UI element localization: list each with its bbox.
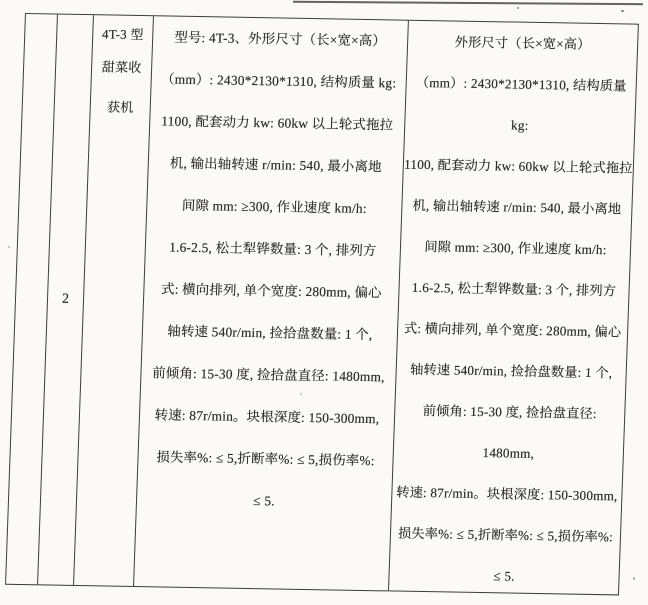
scan-speck xyxy=(8,246,10,248)
text-line: ≤ 5. xyxy=(253,493,276,509)
text-line: 1.6-2.5, 松土犁铧数量: 3 个, 排列方 xyxy=(168,239,377,259)
text-line: 1100, 配套动力 kw: 60kw 以上轮式拖拉 xyxy=(403,156,633,176)
text-line: 1.6-2.5, 松土犁铧数量: 3 个, 排列方 xyxy=(411,279,617,299)
text-line: 转速: 87r/min。块根深度: 150-300mm, xyxy=(395,484,618,504)
text-line: 1480mm, xyxy=(482,445,535,461)
text-line: 1100, 配套动力 kw: 60kw 以上轮式拖拉 xyxy=(161,113,394,133)
text-line: 损失率%: ≤ 5,折断率%: ≤ 5,损伤率%: xyxy=(397,525,614,545)
text-line: 型号: 4T-3、外形尺寸（长×宽×高） xyxy=(174,29,387,49)
text-line: 间隙 mm: ≥300, 作业速度 km/h: xyxy=(181,197,368,216)
text-line: 获机 xyxy=(106,99,134,115)
text-line: 前倾角: 15-30 度, 捡拾盘直径: xyxy=(422,403,598,422)
text-line: 甜菜收 xyxy=(101,59,142,76)
text-line: 机, 输出轴转速 r/min: 540, 最小离地 xyxy=(412,197,622,217)
scan-artifact-line xyxy=(293,1,643,5)
text-line: （mm）: 2430*2130*1310, 结构质量 xyxy=(415,74,627,94)
text-line: 损失率%: ≤ 5,折断率%: ≤ 5,损伤率%: xyxy=(156,449,375,469)
text-line: 前倾角: 15-30 度, 捡拾盘直径: 1480mm, xyxy=(151,365,385,385)
spec-text-cell-right xyxy=(389,21,638,595)
text-line: 式: 横向排列, 单个宽度: 280mm, 偏心 xyxy=(160,281,382,301)
text-line: （mm）: 2430*2130*1310, 结构质量 kg: xyxy=(160,71,397,91)
text-line: 间隙 mm: ≥300, 作业速度 km/h: xyxy=(424,239,607,258)
serial-number: 2 xyxy=(61,291,70,307)
scan-speck xyxy=(517,7,519,9)
spec-text-cell-left xyxy=(134,16,409,590)
text-line: kg: xyxy=(510,117,529,133)
text-line: 外形尺寸（长×宽×高） xyxy=(454,34,591,52)
scan-speck xyxy=(621,10,624,12)
text-line: 转速: 87r/min。块根深度: 150-300mm, xyxy=(154,407,380,427)
text-line: 机, 输出轴转速 r/min: 540, 最小离地 xyxy=(169,155,382,175)
text-line: ≤ 5. xyxy=(493,568,515,584)
scan-speck xyxy=(633,577,635,580)
text-line: 式: 横向排列, 单个宽度: 280mm, 偏心 xyxy=(403,320,622,340)
text-line: 轴转速 540r/min, 捡拾盘数量: 1 个, xyxy=(167,323,373,343)
equipment-spec-table-row xyxy=(5,13,639,595)
text-line: 4T-3 型 xyxy=(101,26,144,43)
text-line: 轴转速 540r/min, 捡拾盘数量: 1 个, xyxy=(409,361,613,381)
